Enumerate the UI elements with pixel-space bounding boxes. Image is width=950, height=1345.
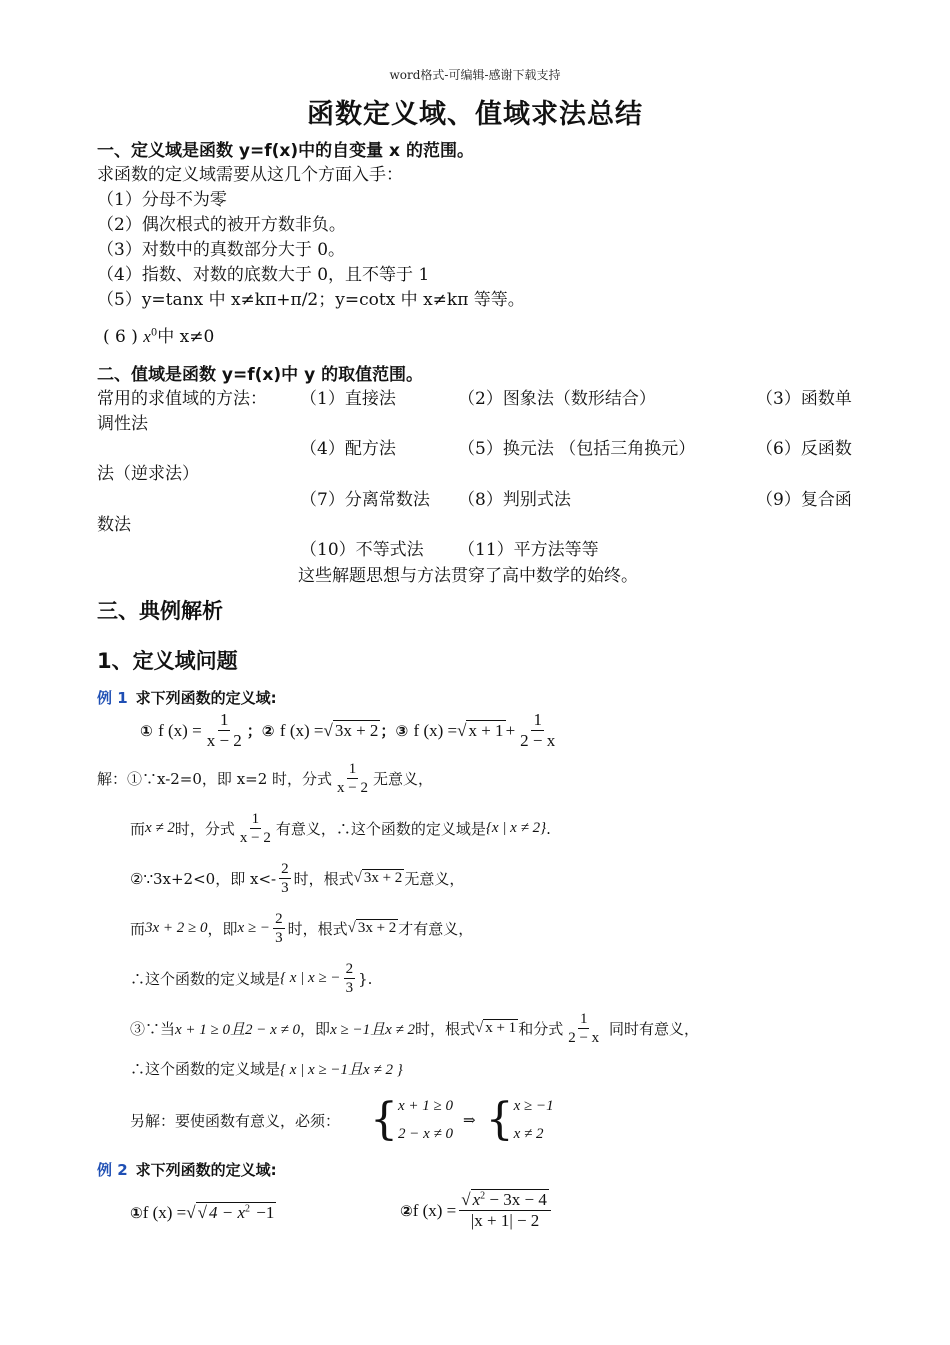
radical: √ 3x + 2 — [353, 870, 403, 886]
example1-heading: 例 1 求下列函数的定义域: — [97, 689, 277, 707]
method-item: （9）复合函 — [756, 490, 852, 510]
section2-heading: 二、值域是函数 y=f(x)中 y 的取值范围。 — [97, 365, 424, 385]
solution-line-3: ②∵3x+2<0，即 x<- $\frac{2}{3}$ 时，根式 √ 3x + 2 无意义， — [130, 861, 465, 896]
fraction: $\frac{1}{2 - x}$ — [520, 710, 556, 751]
radical: √ x + 1 — [457, 720, 504, 740]
solution-line-7: ∴这个函数的定义域是{ x | x ≥ −1且x ≠ 2 } — [130, 1060, 403, 1078]
system-1: x + 1 ≥ 0 2 − x ≠ 0 — [398, 1098, 454, 1142]
fraction: $\frac{1}{x - 2}$ — [206, 710, 242, 751]
subsection-heading: 1、定义域问题 — [97, 649, 238, 673]
fraction: $\frac{2}{3}$ — [345, 961, 354, 996]
method-item: （10）不等式法 — [300, 540, 424, 560]
fraction: $\frac{√ x^2 - 3x - 4}{|x + 1| - 2}$ — [459, 1190, 551, 1232]
solution-line-1: 解：①∵x-2=0，即 x=2 时，分式 $\frac{1}{x - 2}$ 无意义， — [97, 761, 434, 796]
method-item: （1）直接法 — [300, 389, 396, 409]
method-item: （6）反函数 — [756, 439, 852, 459]
method-item: （3）函数单 — [756, 389, 852, 409]
alternate-solution: 另解：要使函数有意义，必须： { x + 1 ≥ 0 2 − x ≠ 0 ⇒ { x ≥ −1 x ≠ 2 — [130, 1092, 554, 1148]
method-item: （5）换元法 （包括三角换元） — [458, 439, 696, 459]
left-brace-icon: { — [485, 1094, 514, 1145]
section1-heading: 一、定义域是函数 y=f(x)中的自变量 x 的范围。 — [97, 141, 474, 161]
methods-summary: 这些解题思想与方法贯穿了高中数学的始终。 — [298, 566, 638, 586]
example2-function-2: ② f (x) = $\frac{√ x^2 - 3x - 4}{|x + 1| - 2}$ — [400, 1190, 554, 1232]
list-item: （3）对数中的真数部分大于 0。 — [97, 240, 346, 260]
example2-function-1: ① f (x) = √ √ $4 - x^2 -1$ — [130, 1203, 275, 1222]
example1-functions: ① f (x) = $\frac{1}{x - 2}$ ； ② f (x) = √ 3x + 2 ； ③ f (x) = √ x + 1 + $\frac{1}{2 - x}$ — [140, 710, 556, 751]
fraction: $\frac{1}{x - 2}$ — [239, 811, 271, 846]
method-item: （2）图象法（数形结合） — [458, 389, 656, 409]
method-item-cont: 法（逆求法） — [97, 464, 199, 484]
implies-icon: ⇒ — [463, 1111, 476, 1129]
method-item: （8）判别式法 — [458, 490, 571, 510]
radical: √ $x^2 - 3x - 4$ — [461, 1190, 547, 1209]
left-brace-icon: { — [370, 1094, 399, 1145]
fraction: $\frac{2}{3}$ — [281, 861, 289, 896]
method-item-cont: 数法 — [97, 515, 131, 535]
radical: √ √ $4 - x^2 -1$ — [186, 1203, 275, 1222]
method-item: （7）分离常数法 — [300, 490, 430, 510]
list-item: （5）y=tanx 中 x≠kπ+π/2；y=cotx 中 x≠kπ 等等。 — [97, 290, 525, 310]
page-title: 函数定义域、值域求法总结 — [307, 99, 643, 130]
method-item-cont: 调性法 — [97, 414, 148, 434]
list-item: （1）分母不为零 — [97, 190, 227, 210]
fraction: $\frac{1}{x - 2}$ — [337, 761, 368, 796]
fraction: $\frac{2}{3}$ — [275, 911, 283, 946]
solution-line-6: ③∵当 x + 1 ≥ 0且2 − x ≠ 0 ，即 x ≥ −1且x ≠ 2 时，根式 √ x + 1 和分式 $\frac{1}{2 - x}$ 同时有意义， — [130, 1011, 699, 1046]
solution-line-2: 而 x ≠ 2 时，分式 $\frac{1}{x - 2}$ 有意义，∴这个函数的定义域是 {x | x ≠ 2} . — [130, 811, 551, 846]
radical: √ x + 1 — [474, 1020, 517, 1036]
methods-intro: 常用的求值域的方法： — [97, 389, 267, 409]
example2-heading: 例 2 求下列函数的定义域: — [97, 1161, 277, 1179]
list-item: （2）偶次根式的被开方数非负。 — [97, 215, 346, 235]
example-tag: 例 2 — [97, 1161, 128, 1179]
solution-line-4: 而 3x + 2 ≥ 0 ，即 x ≥ − $\frac{2}{3}$ 时，根式 √ 3x + 2 才有意义， — [130, 911, 474, 946]
radical: √ $4 - x^2$ — [197, 1203, 250, 1222]
fraction: $\frac{1}{2 - x}$ — [568, 1011, 600, 1046]
example-tag: 例 1 — [97, 689, 128, 707]
list-item-6: ( 6 ) $x^0$中 x≠0 — [103, 327, 215, 347]
section1-intro: 求函数的定义域需要从这几个方面入手： — [97, 165, 403, 185]
solution-line-5: ∴这个函数的定义域是 { x | x ≥ − $\frac{2}{3}$ }. — [130, 961, 373, 996]
method-item: （11）平方法等等 — [458, 540, 599, 560]
header-note: word格式-可编辑-感谢下载支持 — [389, 68, 561, 82]
system-2: x ≥ −1 x ≠ 2 — [513, 1098, 554, 1142]
section3-heading: 三、典例解析 — [97, 599, 223, 623]
radical: √ 3x + 2 — [347, 920, 397, 936]
radical: √ 3x + 2 — [323, 720, 379, 740]
method-item: （4）配方法 — [300, 439, 396, 459]
list-item: （4）指数、对数的底数大于 0，且不等于 1 — [97, 265, 430, 285]
